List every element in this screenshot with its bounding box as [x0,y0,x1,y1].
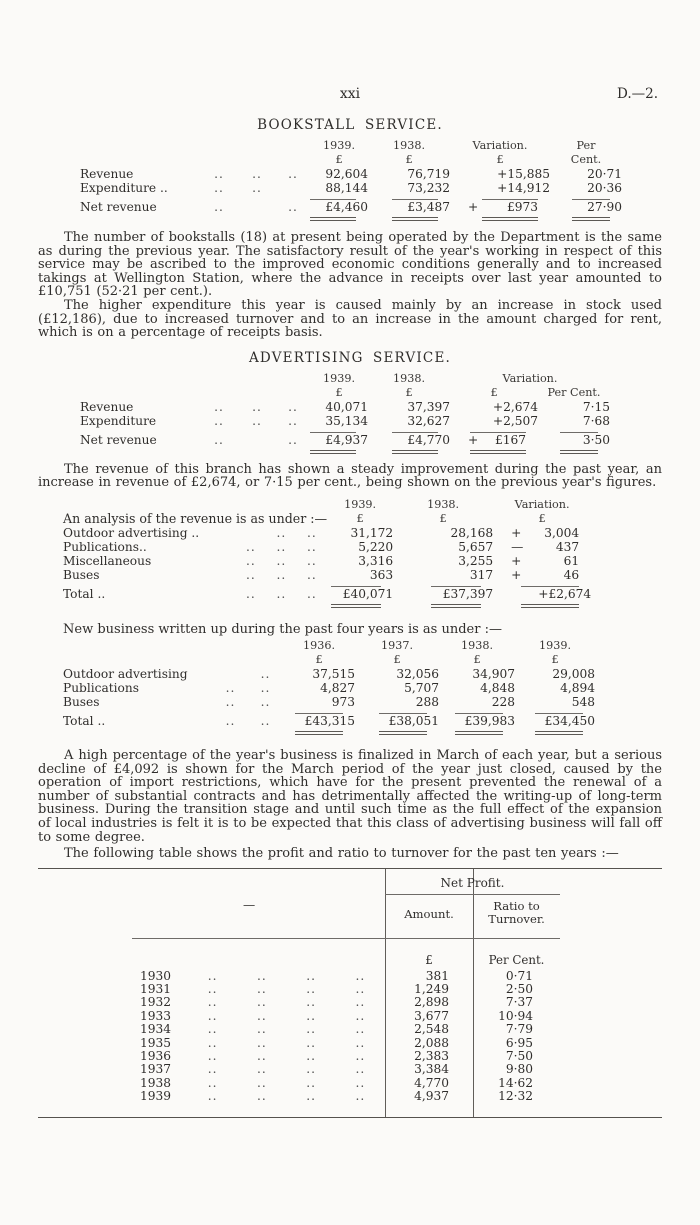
pound-sign: £ [551,652,559,666]
value-1936: 973 [331,694,355,709]
col-header-1938: 1938. [392,371,426,385]
col-header-variation: Variation. [502,371,558,385]
table-row [63,568,591,582]
double-rule [431,604,481,608]
value-1938: 73,232 [407,181,450,195]
leader-dots: .. [246,539,256,554]
leader-dots: .. [288,399,298,414]
page-number: xxi [339,86,361,102]
header-dash: — [243,897,256,912]
table-row [63,554,591,568]
rule-row [80,447,610,454]
table-row [80,181,622,195]
leader-dots: .. [252,413,262,428]
row-label: Revenue [80,399,134,414]
paragraph-table-lead: The following table shows the profit and ratio to turnover for the past ten years :— [64,846,619,862]
leader-dots: .. [288,432,298,447]
amount-value: 1,249 [414,982,449,997]
leader-dots: .. [288,413,298,428]
amount-value: 381 [425,968,449,983]
double-rule [295,731,343,735]
newbusiness-table [63,639,595,735]
amount-column-header: Amount. [404,906,454,921]
col-header-1939: 1939. [344,497,377,511]
value-1938: 34,907 [472,666,515,681]
total-label: Net revenue [80,200,157,214]
total-1937: £38,051 [388,713,439,728]
leader-dots: .. [276,586,287,601]
double-rule [470,450,526,454]
amount-value: 2,548 [414,1022,449,1037]
row-label: Buses [63,567,100,582]
table-row [80,400,610,414]
analysis-table [63,498,591,608]
leader-dots: .. [225,694,236,709]
ratio-column-header: Ratio to Turnover. [488,898,545,926]
year-label: 1930 [140,968,172,983]
bookstall-header-row [80,139,622,153]
value-1939: 3,316 [358,553,394,568]
value-percent: 7·68 [582,413,610,428]
leader-dots: .. [214,181,224,195]
total-1936: £43,315 [304,713,355,728]
leader-dots: .. [306,539,317,554]
total-1938: £3,487 [407,200,450,214]
year-label: 1935 [140,1035,172,1050]
col-header-percent: Per Cent. [547,385,601,399]
variation-sign: + [511,525,522,540]
table-row [63,667,595,681]
value-1939: 29,008 [552,666,595,681]
value-1938: 4,848 [480,680,515,695]
leader-dots: .. [225,680,236,695]
double-rule [310,450,356,454]
col-header-1938: 1938. [427,497,460,511]
value-1939: 31,172 [350,525,394,540]
table-row [38,1023,662,1036]
year-label: 1934 [140,1022,172,1037]
variation-sign: — [511,539,524,554]
double-rule [379,731,427,735]
leader-dots: .. .. .. .. [207,1089,366,1104]
double-rule [392,450,438,454]
total-row [80,200,622,214]
year-label: 1931 [140,982,172,997]
ratio-value: 2·50 [505,982,533,997]
value-1939: 35,134 [325,413,368,428]
variation-sign: + [511,553,522,568]
row-label: Miscellaneous [63,553,152,568]
row-label: Publications.. [63,539,147,554]
table-row [63,526,591,540]
subheader-rule [132,938,560,939]
newbusiness-intro: New business written up during the past four years is as under :— [63,621,502,637]
year-label: 1937 [140,1062,172,1077]
double-rule [455,731,503,735]
table-row [63,540,591,554]
netprofit-rows [38,970,662,1104]
leader-dots: .. .. .. .. [207,1062,366,1077]
advertising-heading: ADVERTISING SERVICE. [248,349,452,366]
value-1938: 76,719 [407,167,450,181]
leader-dots: .. .. .. .. [207,1008,366,1023]
bookstall-table [80,139,622,221]
ratio-value: 9·80 [505,1062,533,1077]
rule-row [63,601,591,608]
col-header-1937: 1937. [380,638,414,652]
col-header-1938: 1938. [460,638,494,652]
ratio-value: 0·71 [505,968,533,983]
netprofit-table [38,868,662,1118]
value-1938: 3,255 [458,553,494,568]
value-variation: +14,912 [497,181,550,195]
value-1938: 5,657 [458,539,494,554]
table-row [38,1063,662,1076]
value-1939: 5,220 [358,539,394,554]
value-1939: 4,894 [560,680,595,695]
col-header-cent: Cent. [570,153,602,166]
value-1937: 288 [415,694,439,709]
percent-unit-label: Per Cent. [488,952,545,967]
year-label: 1938 [140,1075,172,1090]
value-1936: 37,515 [312,666,355,681]
total-percent: 27·90 [587,200,622,214]
leader-dots: .. .. .. .. [207,1022,366,1037]
double-rule [482,217,538,221]
leader-dots: .. [276,525,287,540]
row-label: Expenditure [80,413,157,428]
leader-dots: .. [214,167,224,181]
bookstall-heading: BOOKSTALL SERVICE. [257,117,443,133]
paragraph-march-business: A high percentage of the year's business is finalized in March of each year, but a serious decline of £4,092 is shown for the March period of the year just closed, caused by the operation of import restrictions, which have for the present prevented the renewal of a number of substantial contracts and has detrimentally affected the writing-up of long-term business. During the transition stage and until such time as the full effect of the expansion of local industries is felt it is to be expected that this class of advertising business will fall off to some degree. [38,747,662,845]
leader-dots: .. .. .. .. [207,995,366,1010]
paragraph-bookstalls: The number of bookstalls (18) at present being operated by the Department is the same as during the previous year. The satisfactory result of the year's working in respect of this service may be ascribed to the improved economic conditions generally and to increased takings at Wellington Station, where the advance in receipts over last year amounted to £10,751 (52·21 per cent.). [38,230,662,300]
leader-dots: .. [214,432,224,447]
paragraph-expenditure: The higher expenditure this year is caused mainly by an increase in stock used (£12,186), due to increased turnover and to an increase in the amount charged for rent, which is on a percentage of receipts basis. [38,297,662,341]
leader-dots: .. [288,200,298,214]
pound-sign: £ [393,652,401,666]
col-header-1938: 1938. [392,139,426,152]
row-label: Outdoor advertising .. [63,525,200,540]
value-1939: 363 [369,567,394,582]
leader-dots: .. .. .. .. [207,968,366,983]
table-row [38,1050,662,1063]
value-1939: 548 [571,694,595,709]
value-1938: 28,168 [450,525,494,540]
total-1939: £34,450 [544,713,595,728]
netprofit-header: Net Profit. [440,875,505,890]
value-variation: +2,507 [492,413,538,428]
value-1938: 228 [491,694,515,709]
table-row [63,695,595,709]
total-row [63,714,595,728]
value-variation: +2,674 [492,399,538,414]
amount-value: 3,677 [414,1008,449,1023]
col-header-variation: Variation. [472,139,528,152]
table-row [38,1010,662,1023]
newbusiness-unit-row [63,653,595,667]
pound-sign: £ [473,652,481,666]
bookstall-unit-row [80,153,622,167]
ratio-value: 12·32 [498,1089,533,1104]
col-header-per: Per [576,139,596,152]
table-row [38,983,662,996]
leader-dots: .. [306,567,317,582]
table-row [38,1090,662,1103]
leader-dots: .. [306,553,317,568]
leader-dots: .. [214,413,224,428]
col-header-1939: 1939. [538,638,572,652]
variation-sign: + [468,432,479,447]
value-1938: 32,627 [407,413,450,428]
year-label: 1936 [140,1049,172,1064]
leader-dots: .. .. .. .. [207,1035,366,1050]
col-header-1939: 1939. [322,371,356,385]
total-row [63,587,591,601]
doc-reference: D.—2. [616,86,658,102]
amount-value: 4,937 [414,1089,449,1104]
paragraph-revenue-improvement: The revenue of this branch has shown a steady improvement during the past year, an increase in revenue of £2,674, or 7·15 per cent., being shown on the previous year's figures. [38,461,662,491]
ratio-value: 7·37 [505,995,533,1010]
ratio-value: 7·79 [505,1022,533,1037]
total-variation: +£2,674 [538,586,592,601]
rule-row [80,214,622,221]
running-head [38,86,662,103]
amount-value: 2,383 [414,1049,449,1064]
leader-dots: .. [246,586,256,601]
newbusiness-header-row [63,639,595,653]
leader-dots: .. [288,167,298,181]
analysis-intro: An analysis of the revenue is as under :— [63,510,328,526]
ratio-value: 6·95 [505,1035,533,1050]
variation-value: £167 [494,432,526,447]
col-header-1939: 1939. [322,139,356,152]
total-1938: £4,770 [407,432,450,447]
variation-sign: + [511,567,522,582]
header-rule [385,894,560,895]
variation-value: 437 [555,539,580,554]
pound-sign: £ [335,153,343,166]
value-percent: 7·15 [582,399,610,414]
total-1939: £4,937 [325,432,368,447]
double-rule [392,217,438,221]
year-label: 1939 [140,1089,172,1104]
leader-dots: .. [306,525,317,540]
leader-dots: .. [252,167,262,181]
double-rule [572,217,610,221]
total-1939: £40,071 [342,586,394,601]
total-label: Total .. [63,713,106,728]
year-label: 1932 [140,995,172,1010]
variation-value: 46 [563,567,580,582]
row-label: Outdoor advertising [63,666,188,681]
ratio-value: 7·50 [505,1049,533,1064]
leader-dots: .. .. .. .. [207,1075,366,1090]
total-label: Net revenue [80,432,157,447]
col-header-variation: Variation. [514,497,570,511]
value-1938: 37,397 [407,399,450,414]
leader-dots: .. [252,399,262,414]
pound-sign: £ [405,385,413,399]
value-1939: 40,071 [325,399,368,414]
ratio-value: 10·94 [498,1008,533,1023]
leader-dots: .. [246,567,256,582]
ratio-value: 14·62 [498,1075,533,1090]
pound-sign: £ [490,385,498,399]
leader-dots: .. [214,399,224,414]
value-1938: 317 [469,567,494,582]
total-row [80,433,610,447]
table-row [38,1077,662,1090]
analysis-unit-row [63,512,591,526]
pound-sign: £ [439,511,447,525]
leader-dots: .. .. .. .. [207,982,366,997]
value-variation: +15,885 [497,167,550,181]
value-1937: 5,707 [404,680,439,695]
total-1938: £37,397 [442,586,494,601]
row-label: Revenue [80,167,134,181]
value-percent: 20·36 [587,181,622,195]
table-row [38,996,662,1009]
amount-value: 3,384 [414,1062,449,1077]
pound-sign: £ [335,385,343,399]
row-label: Expenditure .. [80,181,168,195]
double-rule [521,604,579,608]
leader-dots: .. [260,694,271,709]
row-label: Buses [63,694,100,709]
variation-value: 3,004 [544,525,580,540]
value-1939: 88,144 [325,181,368,195]
total-percent: 3·50 [582,432,610,447]
year-label: 1933 [140,1008,172,1023]
total-label: Total .. [63,586,106,601]
leader-dots: .. [260,666,271,681]
leader-dots: .. [246,553,256,568]
double-rule [560,450,598,454]
amount-value: 4,770 [414,1075,449,1090]
advertising-header-row [80,372,610,386]
leader-dots: .. [252,181,262,195]
col-header-1936: 1936. [302,638,336,652]
amount-value: 2,088 [414,1035,449,1050]
leader-dots: .. .. .. .. [207,1049,366,1064]
pound-sign: £ [496,153,504,166]
pound-sign: £ [425,952,433,967]
value-1939: 92,604 [325,167,368,181]
table-row [38,1037,662,1050]
double-rule [310,217,356,221]
variation-value: £973 [506,200,538,214]
total-1938: £39,983 [464,713,515,728]
leader-dots: .. [225,713,236,728]
table-row [80,167,622,181]
value-1936: 4,827 [320,680,355,695]
table-row [38,970,662,983]
row-label: Publications [63,680,139,695]
leader-dots: .. [260,713,271,728]
value-1937: 32,056 [396,666,439,681]
leader-dots: .. [276,553,287,568]
leader-dots: .. [306,586,317,601]
variation-value: 61 [563,553,580,568]
double-rule [331,604,381,608]
rule-row [63,728,595,735]
double-rule [535,731,583,735]
leader-dots: .. [260,680,271,695]
leader-dots: .. [276,567,287,582]
total-1939: £4,460 [325,200,368,214]
pound-sign: £ [356,511,364,525]
variation-sign: + [468,200,479,214]
pound-sign: £ [405,153,413,166]
analysis-header-row [63,498,591,512]
advertising-unit-row [80,386,610,400]
advertising-table [80,372,610,454]
leader-dots: .. [214,200,224,214]
pound-sign: £ [538,511,546,525]
amount-value: 2,898 [414,995,449,1010]
value-percent: 20·71 [587,167,622,181]
pound-sign: £ [315,652,323,666]
table-row [80,414,610,428]
leader-dots: .. [276,539,287,554]
table-row [63,681,595,695]
